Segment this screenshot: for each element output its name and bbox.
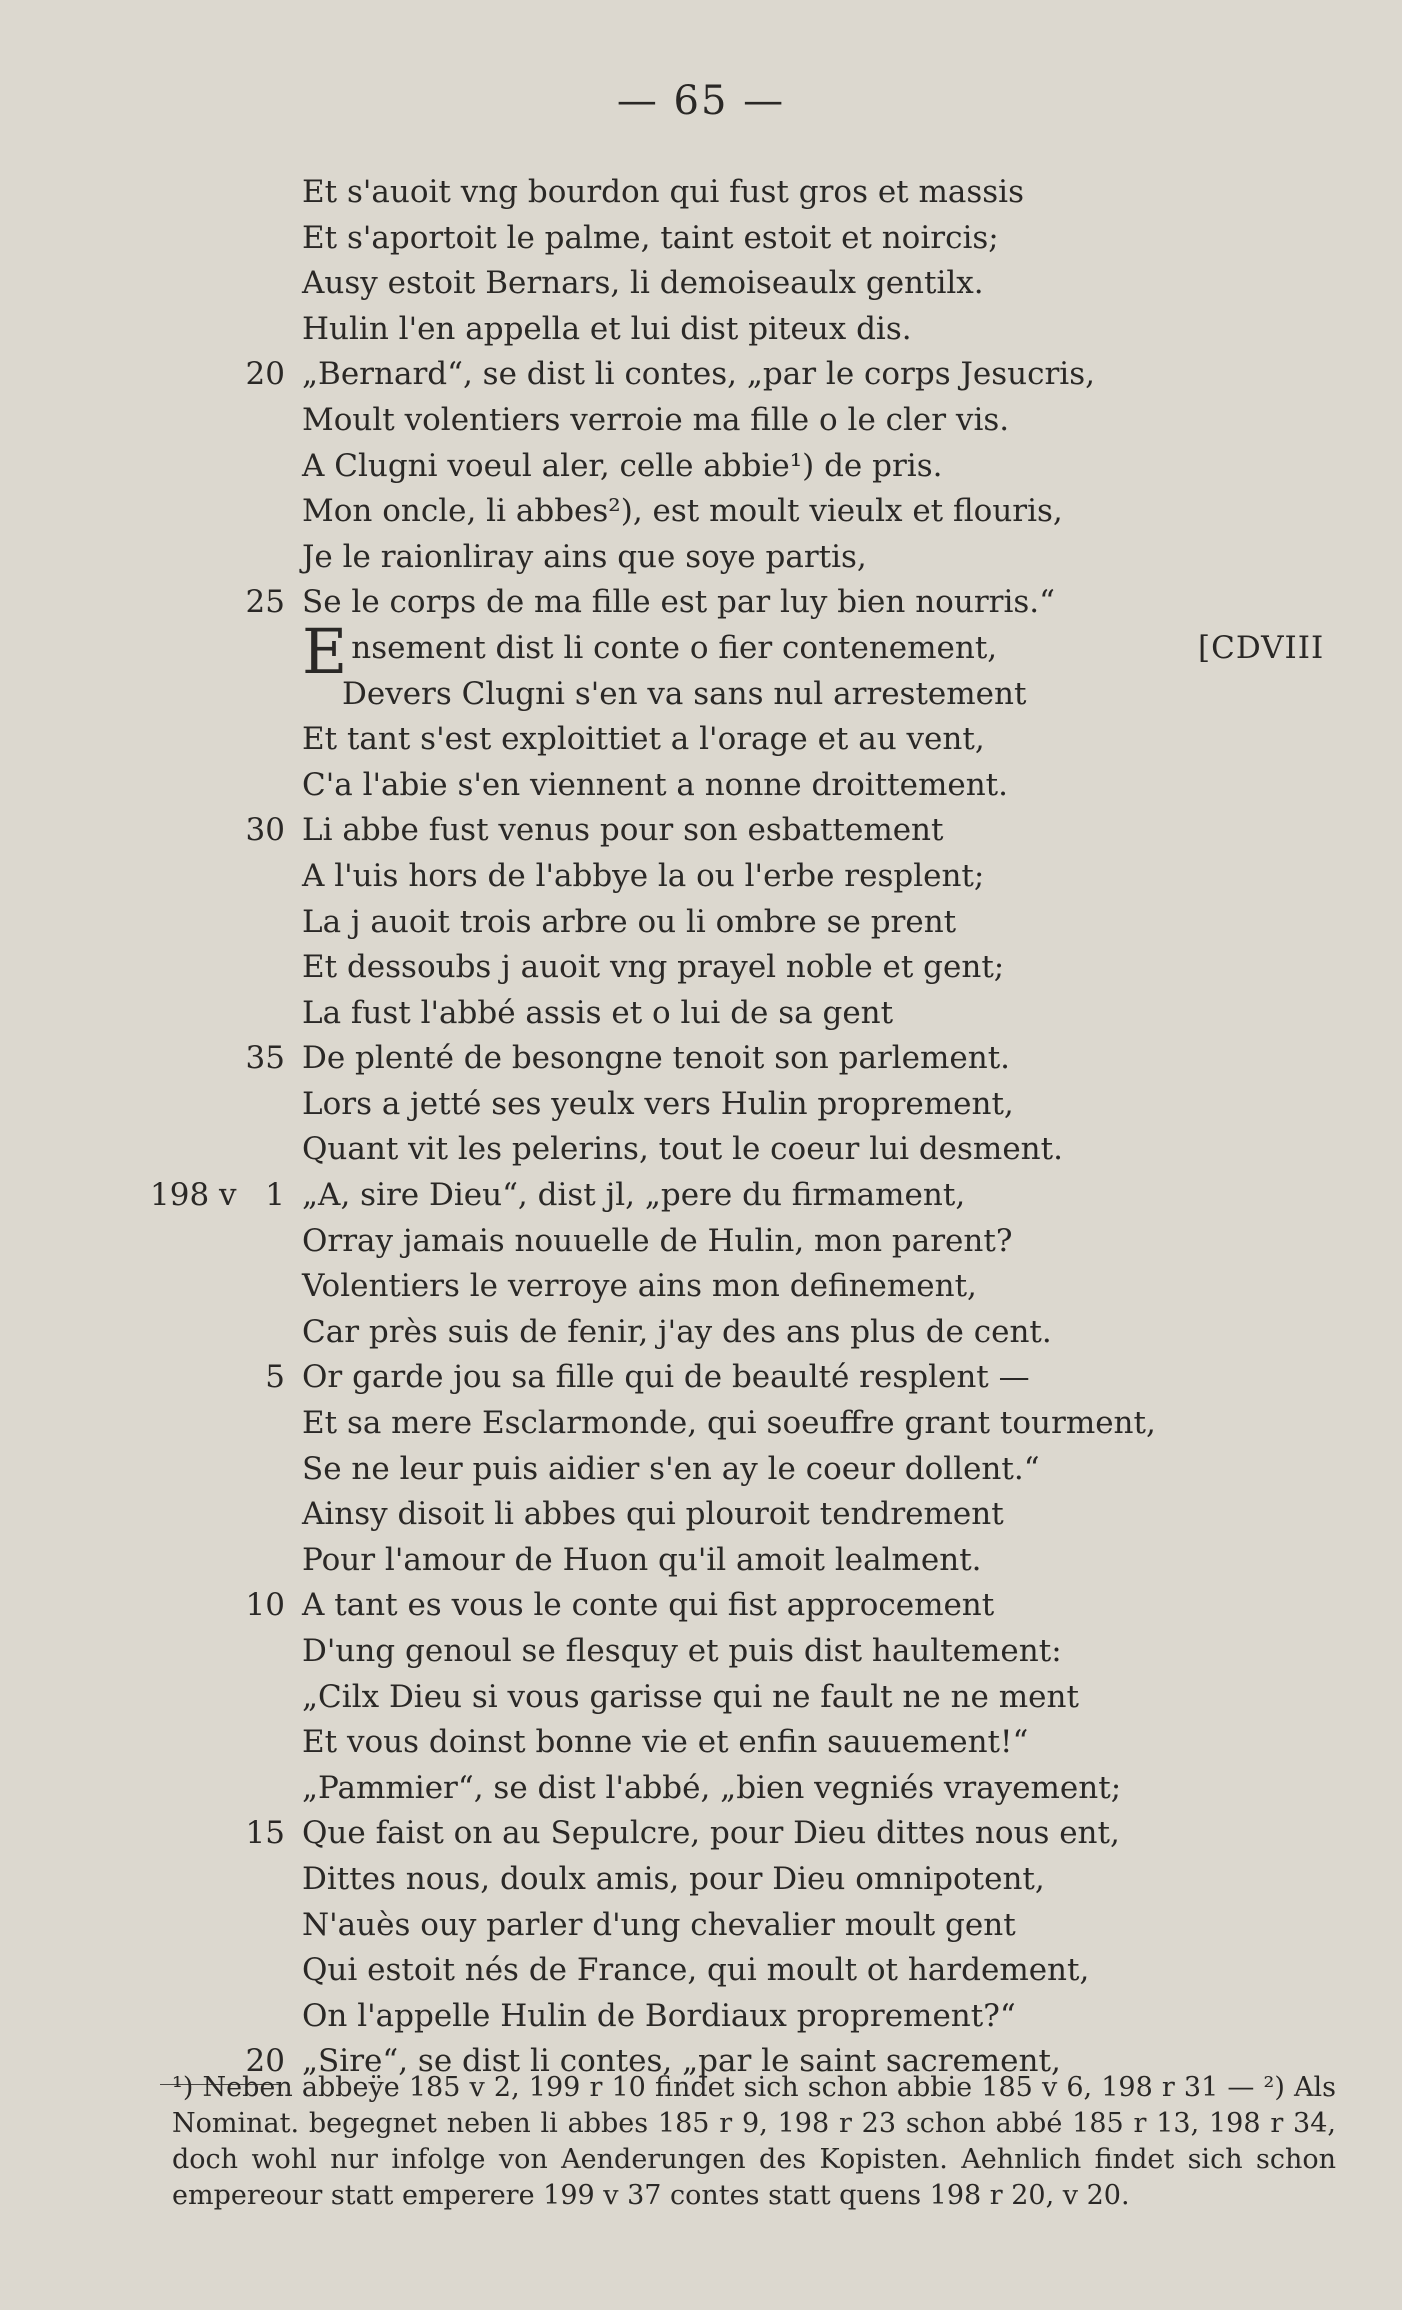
- verse-text: [302, 1492, 1004, 1538]
- verse-text: [302, 307, 912, 353]
- verse-text: [302, 489, 1063, 535]
- verse-text: [302, 1583, 994, 1629]
- verse-words: Et dessoubs j auoit vng prayel noble et gent;: [302, 949, 1005, 986]
- verse-text: [302, 1994, 1016, 2040]
- verse-text: [302, 1903, 1016, 1949]
- verse-text: [302, 854, 984, 900]
- verse-line: [0, 261, 1402, 307]
- verse-words: Hulin l'en appella et lui dist piteux dis.: [302, 310, 912, 347]
- verse-words: Or garde jou sa fille qui de beaulté resplent —: [302, 1359, 1030, 1396]
- verse-text: [302, 1675, 1079, 1721]
- verse-line: [0, 489, 1402, 535]
- verse-words: „Pammier“, se dist l'abbé, „bien vegniés vrayement;: [302, 1769, 1122, 1806]
- verse-line: [0, 1766, 1402, 1812]
- verse-line: [0, 1219, 1402, 1265]
- verse-line: [0, 1401, 1402, 1447]
- verse-words: Car près suis de fenir, j'ay des ans plus de cent.: [302, 1313, 1052, 1350]
- line-number: 5: [265, 1359, 285, 1396]
- verse-text: [342, 672, 1026, 718]
- drop-initial: E: [302, 614, 348, 688]
- verse-text: [302, 1766, 1121, 1812]
- verse-text: [302, 580, 1055, 626]
- verse-words: A Clugni voeul aler, celle abbie¹) de pris.: [302, 447, 943, 484]
- line-number: 35: [245, 1040, 285, 1077]
- verse-words: Pour l'amour de Huon qu'il amoit lealment.: [302, 1541, 982, 1578]
- verse-text: [302, 1036, 1010, 1082]
- footnote-text: ¹) Neben abbeÿe 185 v 2, 199 r 10 findet sich schon abbie 185 v 6, 198 r 31 — ²) Als Nominat. begegnet neben li abbes 185 r 9, 198 r 23 schon abbé 185 r 13, 198 r 34, doch wohl nur infolge von Aenderungen des Kopisten. Aehnlich findet sich schon empereour statt emperere 199 v 37 contes statt quens 198 r 20, v 20.: [172, 2072, 1336, 2211]
- line-number: 20: [245, 356, 285, 393]
- verse-block: [0, 170, 1402, 2085]
- verse-words: Qui estoit nés de France, qui moult ot hardement,: [302, 1952, 1090, 1989]
- verse-words: Devers Clugni s'en va sans nul arrestement: [342, 675, 1027, 712]
- verse-words: Que faist on au Sepulcre, pour Dieu dittes nous ent,: [302, 1815, 1120, 1852]
- verse-text: [302, 1629, 1062, 1675]
- verse-line: [0, 1492, 1402, 1538]
- verse-line: [0, 1629, 1402, 1675]
- verse-words: Dittes nous, doulx amis, pour Dieu omnipotent,: [302, 1860, 1045, 1897]
- verse-line: [0, 614, 1402, 688]
- verse-text: [302, 991, 893, 1037]
- verse-line: [0, 945, 1402, 991]
- verse-line: [0, 1538, 1402, 1584]
- verse-line: [0, 1720, 1402, 1766]
- verse-text: [302, 444, 942, 490]
- verse-words: „Bernard“, se dist li contes, „par le corps Jesucris,: [302, 356, 1095, 393]
- verse-line: [0, 170, 1402, 216]
- verse-words: „Cilx Dieu si vous garisse qui ne fault ne ne ment: [302, 1678, 1079, 1715]
- verse-line: [0, 352, 1402, 398]
- verse-text: [302, 1173, 965, 1219]
- verse-line: [0, 1264, 1402, 1310]
- verse-text: [302, 170, 1024, 216]
- verse-text: [302, 1811, 1120, 1857]
- verse-text: [302, 1082, 1014, 1128]
- verse-words: Quant vit les pelerins, tout le coeur lui desment.: [302, 1131, 1063, 1168]
- verse-text: [302, 398, 1009, 444]
- verse-line: [0, 854, 1402, 900]
- verse-words: La fust l'abbé assis et o lui de sa gent: [302, 994, 894, 1031]
- verse-words: La j auoit trois arbre ou li ombre se prent: [302, 903, 957, 940]
- verse-text: [302, 1857, 1045, 1903]
- verse-words: Lors a jetté ses yeulx vers Hulin proprement,: [302, 1085, 1014, 1122]
- verse-line: [0, 580, 1402, 626]
- verse-text: [302, 261, 984, 307]
- line-number: 1: [265, 1177, 285, 1214]
- verse-words: Mon oncle, li abbes²), est moult vieulx et flouris,: [302, 493, 1063, 530]
- verse-words: On l'appelle Hulin de Bordiaux proprement?“: [302, 1997, 1016, 2034]
- verse-words: A tant es vous le conte qui fist approcement: [302, 1587, 995, 1624]
- verse-line: [0, 307, 1402, 353]
- verse-text: [302, 1720, 1028, 1766]
- verse-words: Et s'auoit vng bourdon qui fust gros et massis: [302, 174, 1025, 210]
- footnotes: [48, 2070, 1336, 2214]
- verse-text: [302, 535, 867, 581]
- verse-words: Et tant s'est exploittiet a l'orage et au vent,: [302, 721, 985, 758]
- verse-line: [0, 1903, 1402, 1949]
- verse-line: [0, 398, 1402, 444]
- line-number: 30: [245, 812, 285, 849]
- verse-line: [0, 216, 1402, 262]
- verse-words: Li abbe fust venus pour son esbattement: [302, 812, 944, 849]
- page-number: — 65 —: [616, 78, 786, 124]
- verse-words: nsement dist li conte o fier contenement,: [351, 629, 998, 666]
- line-number: 20: [245, 2043, 285, 2080]
- verse-text: [302, 763, 1008, 809]
- verse-line: [0, 1857, 1402, 1903]
- verse-words: Et sa mere Esclarmonde, qui soeuffre grant tourment,: [302, 1405, 1156, 1442]
- verse-words: „Sire“, se dist li contes, „par le saint sacrement,: [302, 2043, 1061, 2080]
- verse-line: [0, 1036, 1402, 1082]
- line-number: 25: [245, 584, 285, 621]
- verse-line: [0, 1948, 1402, 1994]
- verse-line: [0, 1355, 1402, 1401]
- verse-line: [0, 444, 1402, 490]
- line-number: 15: [245, 1815, 285, 1852]
- verse-text: [302, 1447, 1040, 1493]
- verse-line: [0, 991, 1402, 1037]
- verse-words: D'ung genoul se flesquy et puis dist haultement:: [302, 1633, 1062, 1669]
- verse-line: [0, 535, 1402, 581]
- verse-line: [0, 900, 1402, 946]
- verse-text: [302, 216, 999, 262]
- verse-line: [0, 1675, 1402, 1721]
- verse-words: Moult volentiers verroie ma fille o le cler vis.: [302, 401, 1010, 438]
- verse-text: [302, 945, 1004, 991]
- verse-text: [302, 1355, 1030, 1401]
- verse-words: C'a l'abie s'en viennent a nonne droittement.: [302, 766, 1008, 803]
- verse-words: Se le corps de ma fille est par luy bien nourris.“: [302, 584, 1055, 621]
- verse-line: [0, 1082, 1402, 1128]
- verse-text: [302, 1401, 1156, 1447]
- verse-text: [302, 352, 1095, 398]
- verse-words: „A, sire Dieu“, dist jl, „pere du firmament,: [302, 1177, 966, 1214]
- line-number: 10: [245, 1587, 285, 1624]
- verse-text: [302, 1538, 982, 1584]
- verse-line: [0, 808, 1402, 854]
- verse-text: [302, 808, 943, 854]
- verse-words: De plenté de besongne tenoit son parlement.: [302, 1040, 1011, 1077]
- folio-reference: 198 v: [150, 1177, 237, 1214]
- verse-line: [0, 1127, 1402, 1173]
- verse-line: [0, 672, 1402, 718]
- verse-words: Orray jamais nouuelle de Hulin, mon parent?: [302, 1222, 1013, 1259]
- verse-words: Volentiers le verroye ains mon definement,: [302, 1268, 977, 1305]
- verse-text: [302, 1127, 1063, 1173]
- margin-reference: [CDVIII: [1198, 629, 1325, 666]
- verse-line: [0, 763, 1402, 809]
- verse-line: [0, 1447, 1402, 1493]
- verse-words: N'auès ouy parler d'ung chevalier moult gent: [302, 1906, 1016, 1943]
- verse-line: [0, 717, 1402, 763]
- verse-text: [302, 1310, 1052, 1356]
- verse-words: Ausy estoit Bernars, li demoiseaulx gentilx.: [302, 265, 984, 302]
- verse-line: [0, 1583, 1402, 1629]
- verse-words: A l'uis hors de l'abbye la ou l'erbe resplent;: [302, 857, 985, 894]
- verse-words: Et vous doinst bonne vie et enfin sauuement!“: [302, 1724, 1029, 1761]
- verse-text: [302, 614, 998, 688]
- verse-line: [0, 1994, 1402, 2040]
- verse-words: Et s'aportoit le palme, taint estoit et noircis;: [302, 219, 999, 256]
- verse-words: Je le raionliray ains que soye partis,: [302, 538, 867, 575]
- verse-words: Ainsy disoit li abbes qui plouroit tendrement: [302, 1496, 1004, 1533]
- verse-text: [302, 1219, 1012, 1265]
- verse-line: [0, 1811, 1402, 1857]
- verse-line: [0, 1310, 1402, 1356]
- verse-line: [0, 1173, 1402, 1219]
- verse-text: [302, 900, 956, 946]
- verse-text: [302, 717, 985, 763]
- verse-text: [302, 1264, 977, 1310]
- verse-words: Se ne leur puis aidier s'en ay le coeur dollent.“: [302, 1450, 1040, 1487]
- verse-text: [302, 1948, 1089, 1994]
